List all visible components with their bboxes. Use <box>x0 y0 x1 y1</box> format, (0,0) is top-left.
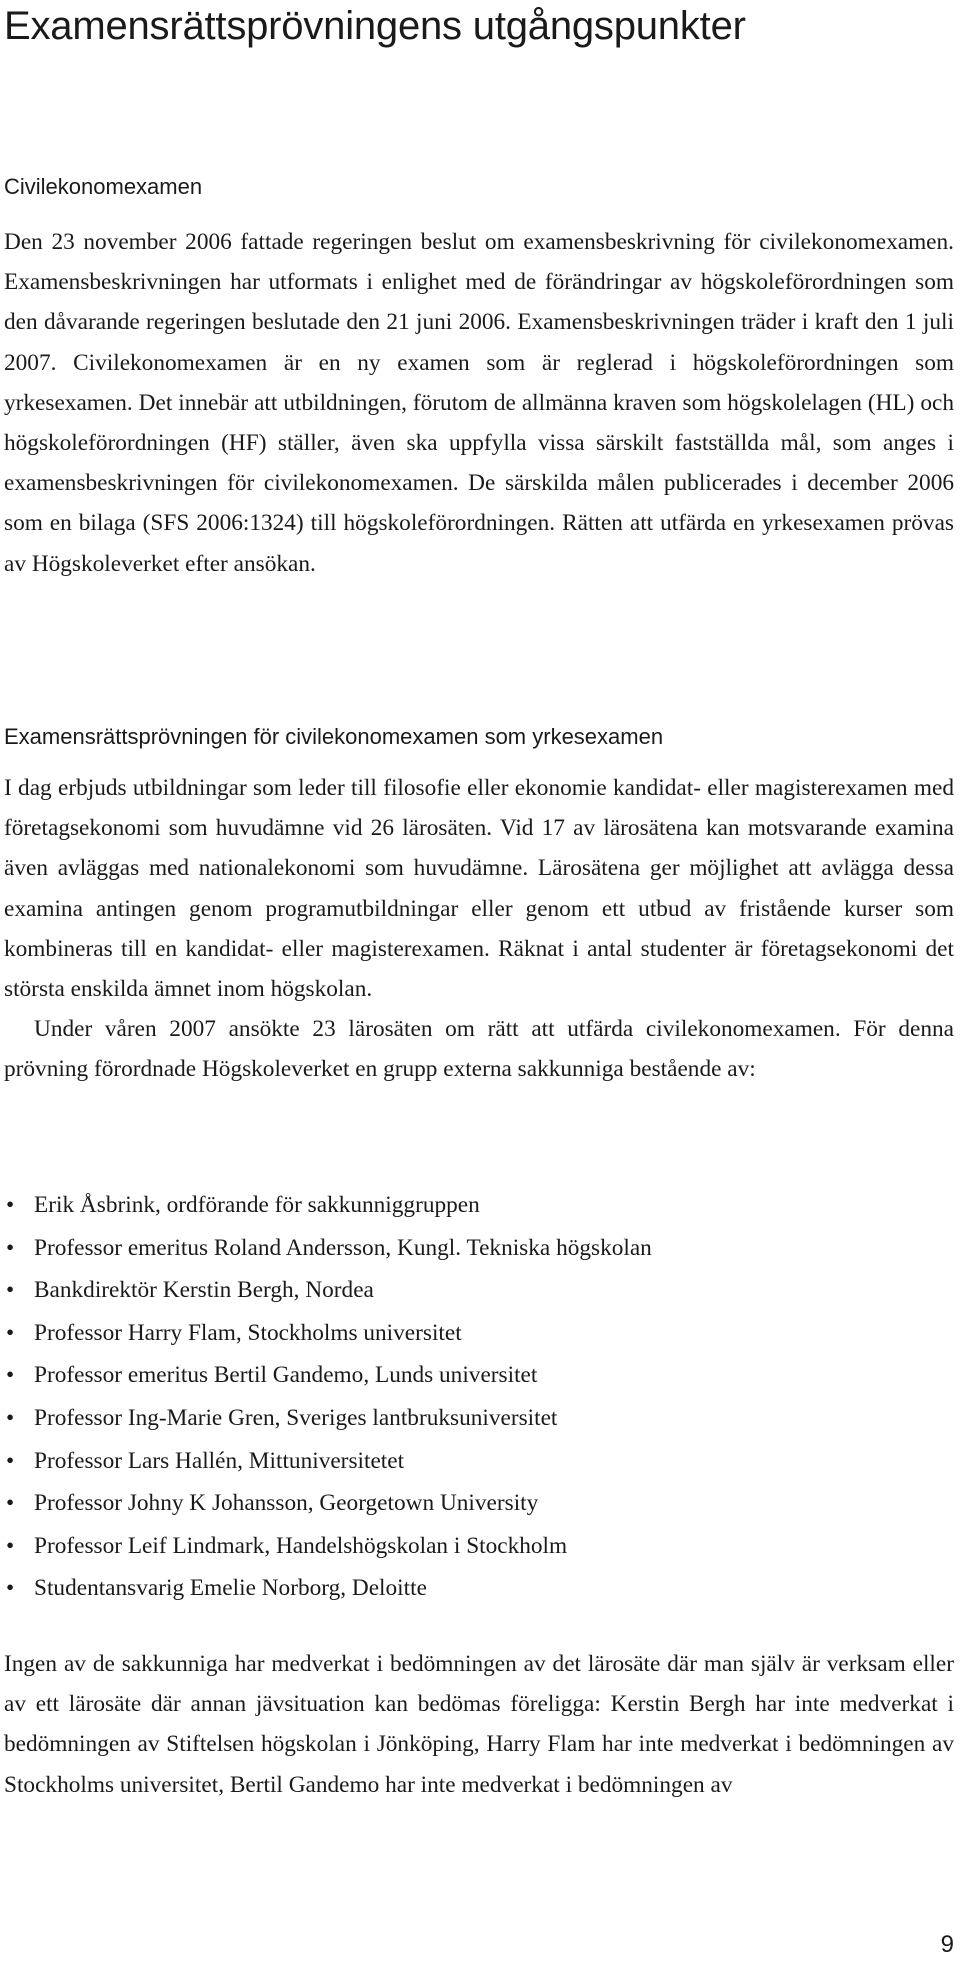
list-item <box>4 1227 954 1270</box>
section-paragraph: I dag erbjuds utbildningar som leder till filosofie eller ekonomie kandidat- eller magisterexamen med företagsekonomi som huvudämne vid 26 lärosäten. Vid 17 av lärosätena kan motsvarande examina även avläggas med nationalekonomi som huvudämne. Lärosätena ger möjlighet att avlägga dessa examina antingen genom programutbildningar eller genom ett utbud av fristående kurser som kombineras till en kandidat- eller magisterexamen. Räknat i antal studenter är företagsekonomi det största enskilda ämnet inom högskolan. <box>4 775 954 1003</box>
section-body <box>4 768 954 1090</box>
bullet-icon: • <box>6 1532 15 1559</box>
list-item <box>4 1312 954 1355</box>
bullet-icon: • <box>6 1490 15 1517</box>
bullet-icon: • <box>6 1277 15 1304</box>
bullet-icon: • <box>6 1575 15 1602</box>
bullet-icon: • <box>6 1234 15 1261</box>
page-number: 9 <box>940 1931 954 1958</box>
list-item <box>4 1184 954 1227</box>
closing-paragraph: Ingen av de sakkunniga har medverkat i bedömningen av det lärosäte där man själv är verksam eller av ett lärosäte där annan jävsituation kan bedömas föreligga: Kerstin Bergh har inte medverkat i bedömningen av Stiftelsen högskolan i Jönköping, Harry Flam har inte medverkat i bedömningen av Stockholms universitet, Bertil Gandemo har inte medverkat i bedömningen av <box>4 1651 954 1798</box>
section-paragraph: Den 23 november 2006 fattade regeringen beslut om examensbeskrivning för civilekonomexamen. Examensbeskrivningen har utformats i enlighet med de förändringar av högskoleförordningen som den dåvarande regeringen beslutade den 21 juni 2006. Examensbeskrivningen träder i kraft den 1 juli 2007. Civilekonomexamen är en ny examen som är reglerad i högskoleförordningen som yrkesexamen. Det innebär att utbildningen, förutom de allmänna kraven som högskolelagen (HL) och högskoleförordningen (HF) ställer, även ska uppfylla vissa särskilt fastställda mål, som anges i examensbeskrivningen för civilekonomexamen. De särskilda målen publicerades i december 2006 som en bilaga (SFS 2006:1324) till högskoleförordningen. Rätten att utfärda en yrkesexamen prövas av Högskoleverket efter ansökan. <box>4 229 954 577</box>
list-item-text: Professor Johny K Johansson, Georgetown University <box>34 1490 539 1517</box>
list-item-text: Professor emeritus Bertil Gandemo, Lunds universitet <box>34 1362 538 1389</box>
bullet-icon: • <box>6 1362 15 1389</box>
list-item-text: Studentansvarig Emelie Norborg, Deloitte <box>34 1575 427 1602</box>
list-item <box>4 1440 954 1483</box>
list-item <box>4 1525 954 1568</box>
list-item-text: Professor Leif Lindmark, Handelshögskolan i Stockholm <box>34 1532 568 1559</box>
list-item-text: Erik Åsbrink, ordförande för sakkunniggruppen <box>34 1192 480 1218</box>
list-item-text: Professor Harry Flam, Stockholms universitet <box>34 1319 462 1346</box>
list-item-text: Professor emeritus Roland Andersson, Kungl. Tekniska högskolan <box>34 1234 652 1261</box>
list-item-text: Professor Lars Hallén, Mittuniversitetet <box>34 1447 405 1474</box>
list-item <box>4 1269 954 1312</box>
list-item-text: Professor Ing-Marie Gren, Sveriges lantbruksuniversitet <box>34 1404 558 1431</box>
list-item <box>4 1354 954 1397</box>
expert-list <box>4 1184 954 1610</box>
list-item <box>4 1397 954 1440</box>
bullet-icon: • <box>6 1404 15 1431</box>
page-title: Examensrättsprövningens utgångspunkter <box>4 4 746 48</box>
section-heading-examensrattsprovningen: Examensrättsprövningen för civilekonomexamen som yrkesexamen <box>4 724 664 749</box>
list-item <box>4 1567 954 1610</box>
bullet-icon: • <box>6 1447 15 1474</box>
section-paragraph: Under våren 2007 ansökte 23 lärosäten om rätt att utfärda civilekonomexamen. För denna prövning förordnade Högskoleverket en grupp externa sakkunniga bestående av: <box>4 1016 954 1083</box>
bullet-icon: • <box>6 1319 15 1346</box>
bullet-icon: • <box>6 1192 15 1218</box>
section-heading-civilekonomexamen: Civilekonomexamen <box>4 174 203 199</box>
list-item-text: Bankdirektör Kerstin Bergh, Nordea <box>34 1277 374 1304</box>
list-item <box>4 1482 954 1525</box>
